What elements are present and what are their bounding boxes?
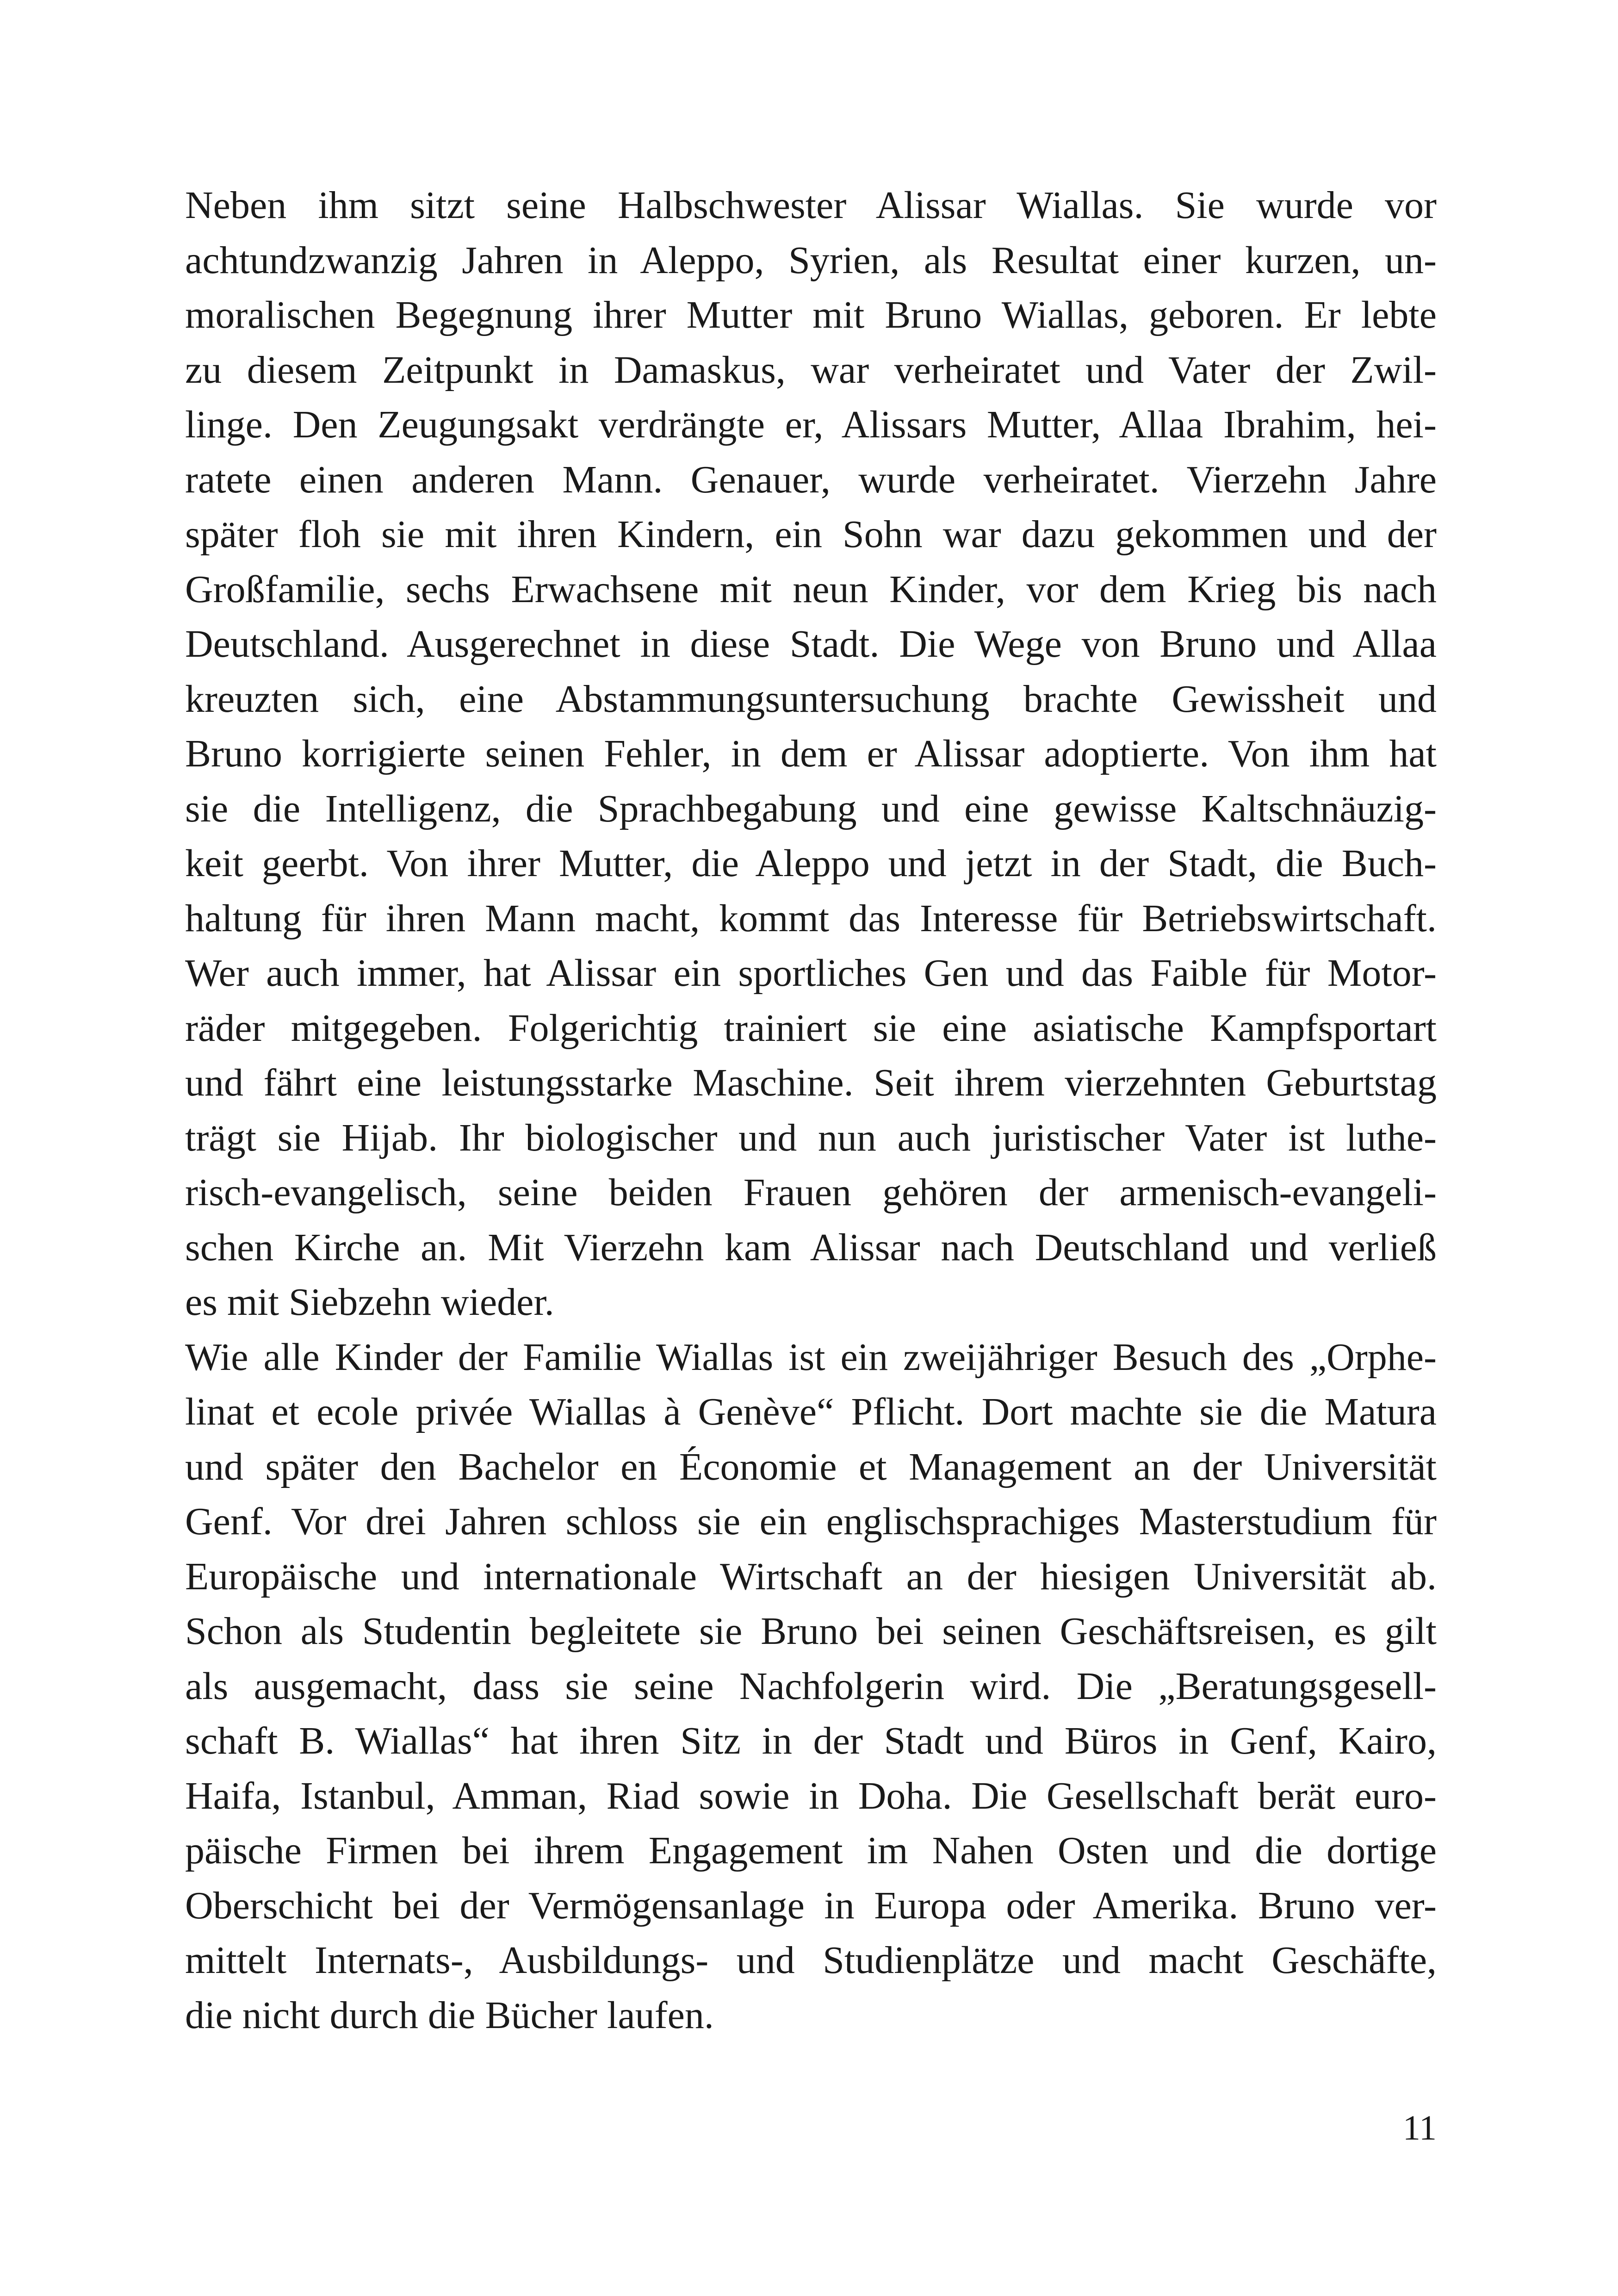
text-line: risch-evangelisch, seine beiden Frauen gehören der armenisch-evangeli- [185, 1171, 1437, 1214]
text-line: Haifa, Istanbul, Amman, Riad sowie in Doha. Die Gesellschaft berät euro- [185, 1774, 1437, 1817]
text-line: Wer auch immer, hat Alissar ein sportliches Gen und das Faible für Motor- [185, 952, 1437, 995]
text-line: keit geerbt. Von ihrer Mutter, die Aleppo und jetzt in der Stadt, die Buch- [185, 842, 1437, 885]
text-line: mittelt Internats-, Ausbildungs- und Studienplätze und macht Geschäfte, [185, 1939, 1437, 1982]
text-line: Neben ihm sitzt seine Halbschwester Alissar Wiallas. Sie wurde vor [185, 184, 1437, 227]
text-line: Wie alle Kinder der Familie Wiallas ist ein zweijähriger Besuch des „Orphe- [185, 1335, 1437, 1379]
text-line: Bruno korrigierte seinen Fehler, in dem er Alissar adoptierte. Von ihm hat [185, 732, 1437, 775]
text-line: später floh sie mit ihren Kindern, ein Sohn war dazu gekommen und der [185, 513, 1437, 556]
text-line: trägt sie Hijab. Ihr biologischer und nun auch juristischer Vater ist luthe- [185, 1116, 1437, 1159]
text-line: zu diesem Zeitpunkt in Damaskus, war verheiratet und Vater der Zwil- [185, 348, 1437, 392]
text-line: schaft B. Wiallas“ hat ihren Sitz in der Stadt und Büros in Genf, Kairo, [185, 1719, 1437, 1762]
text-line: räder mitgegeben. Folgerichtig trainiert sie eine asiatische Kampfsportart [185, 1006, 1437, 1050]
text-line: Genf. Vor drei Jahren schloss sie ein englischsprachiges Masterstudium für [185, 1500, 1437, 1543]
text-line: als ausgemacht, dass sie seine Nachfolgerin wird. Die „Beratungsgesell- [185, 1664, 1437, 1708]
text-line: ratete einen anderen Mann. Genauer, wurde verheiratet. Vierzehn Jahre [185, 458, 1437, 501]
page-number: 11 [1402, 2109, 1437, 2147]
text-line: schen Kirche an. Mit Vierzehn kam Alissar nach Deutschland und verließ [185, 1226, 1437, 1269]
text-line: sie die Intelligenz, die Sprachbegabung und eine gewisse Kaltschnäuzig- [185, 787, 1437, 830]
text-line: und fährt eine leistungsstarke Maschine. Seit ihrem vierzehnten Geburtstag [185, 1061, 1437, 1104]
text-line: achtundzwanzig Jahren in Aleppo, Syrien, als Resultat einer kurzen, un- [185, 238, 1437, 282]
paragraph-2 [185, 1330, 1437, 2043]
text-line: Schon als Studentin begleitete sie Bruno bei seinen Geschäftsreisen, es gilt [185, 1610, 1437, 1653]
text-line: linge. Den Zeugungsakt verdrängte er, Alissars Mutter, Allaa Ibrahim, hei- [185, 403, 1437, 446]
text-line: die nicht durch die Bücher laufen. [185, 1993, 714, 2037]
text-line: Europäische und internationale Wirtschaft an der hiesigen Universität ab. [185, 1555, 1437, 1598]
text-line: kreuzten sich, eine Abstammungsuntersuchung brachte Gewissheit und [185, 677, 1437, 721]
text-line: Oberschicht bei der Vermögensanlage in Europa oder Amerika. Bruno ver- [185, 1884, 1437, 1927]
text-line: moralischen Begegnung ihrer Mutter mit Bruno Wiallas, geboren. Er lebte [185, 293, 1437, 336]
text-line: Deutschland. Ausgerechnet in diese Stadt. Die Wege von Bruno und Allaa [185, 622, 1437, 666]
text-line: päische Firmen bei ihrem Engagement im Nahen Osten und die dortige [185, 1829, 1437, 1872]
text-line: und später den Bachelor en Économie et Management an der Universität [185, 1445, 1437, 1488]
text-line: Großfamilie, sechs Erwachsene mit neun Kinder, vor dem Krieg bis nach [185, 567, 1437, 611]
text-line: es mit Siebzehn wieder. [185, 1281, 554, 1324]
paragraph-1 [185, 178, 1437, 1330]
text-line: linat et ecole privée Wiallas à Genève“ Pflicht. Dort machte sie die Matura [185, 1390, 1437, 1433]
text-line: haltung für ihren Mann macht, kommt das Interesse für Betriebswirtschaft. [185, 896, 1437, 940]
body-text [185, 178, 1437, 2043]
